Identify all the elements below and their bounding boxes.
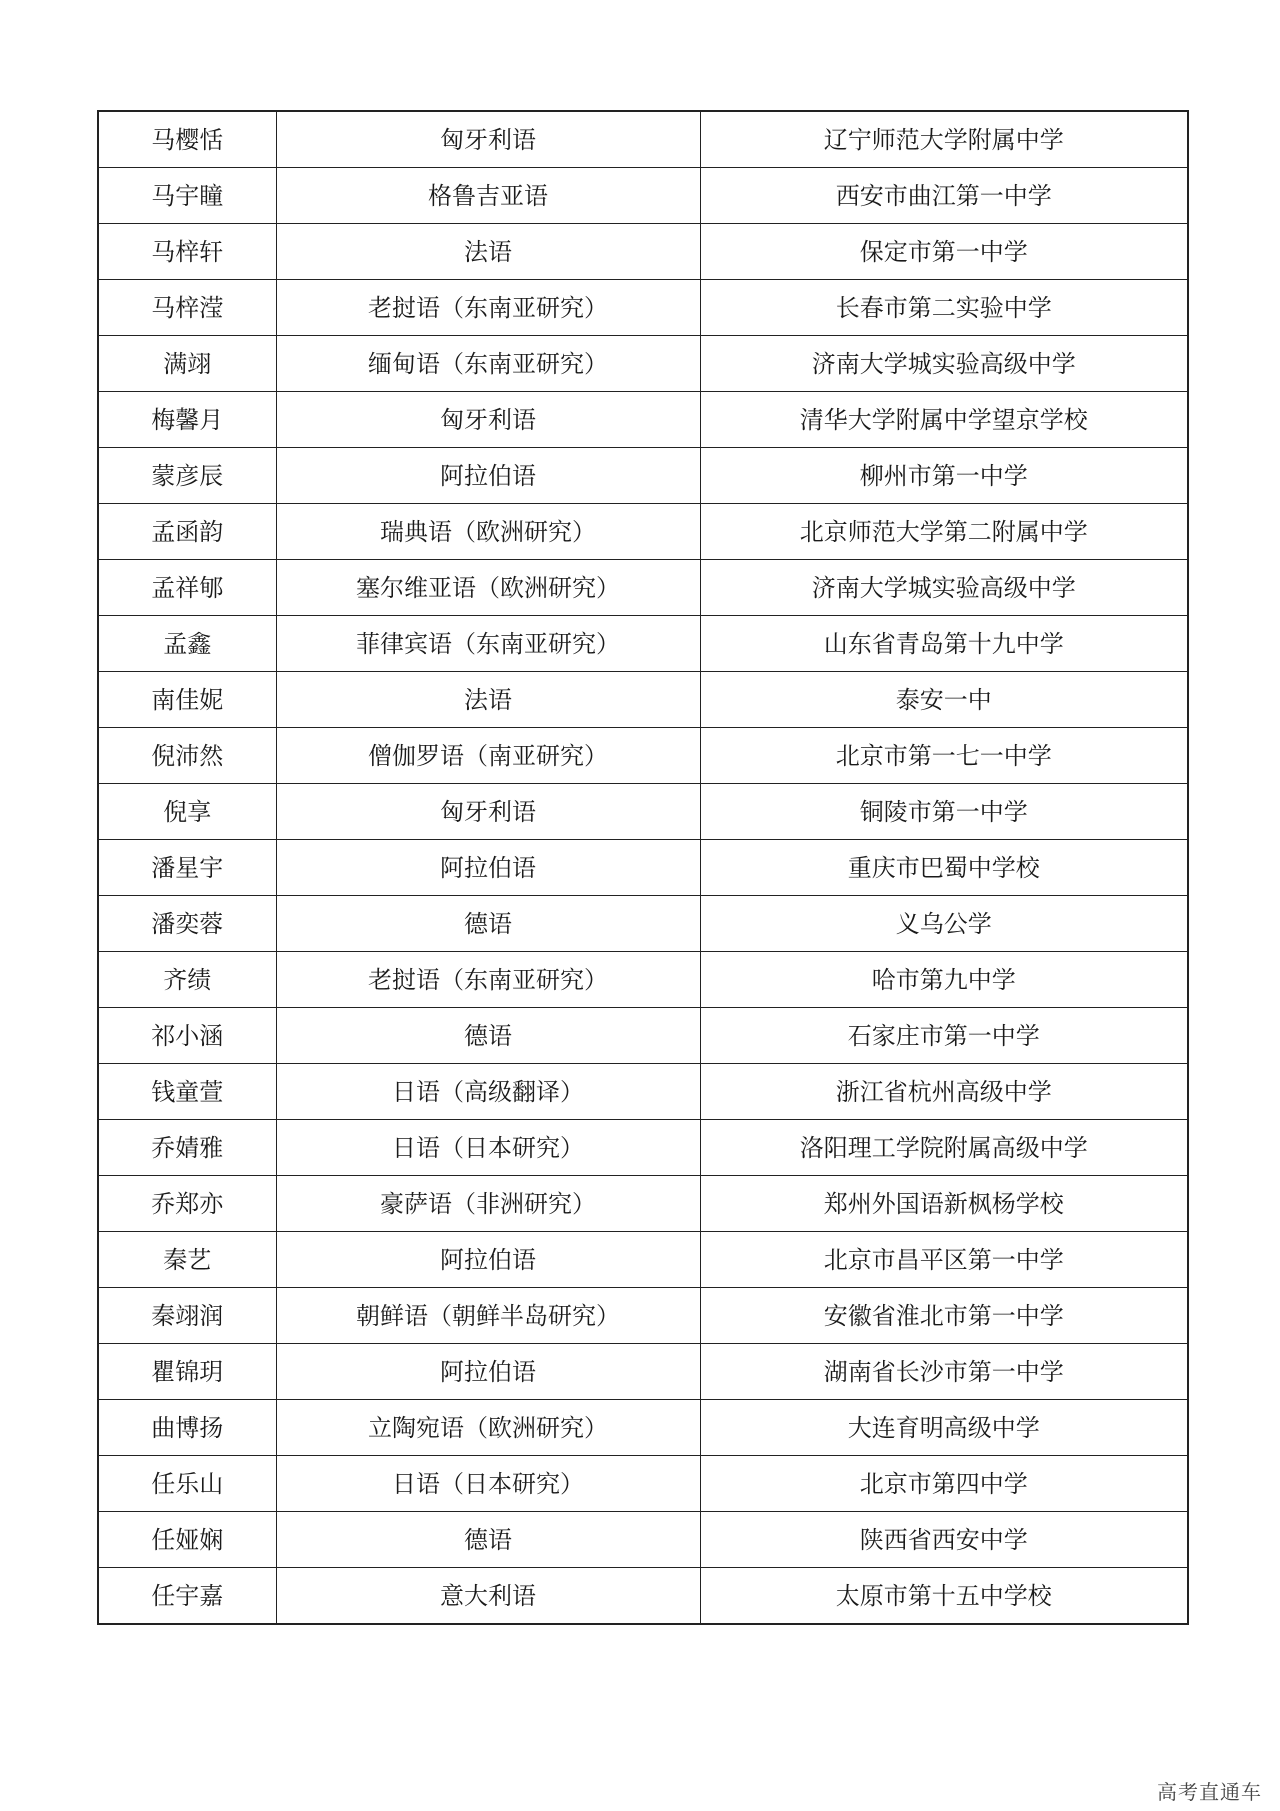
table-row [98, 784, 1188, 840]
table-row [98, 280, 1188, 336]
major-cell: 老挝语（东南亚研究） [276, 952, 700, 1008]
major-cell: 日语（日本研究） [276, 1120, 700, 1176]
table-row [98, 1344, 1188, 1400]
table-row [98, 1120, 1188, 1176]
student-name-cell: 马梓轩 [98, 224, 276, 280]
school-cell: 柳州市第一中学 [700, 448, 1188, 504]
school-cell: 大连育明高级中学 [700, 1400, 1188, 1456]
student-name-cell: 乔郑亦 [98, 1176, 276, 1232]
student-name-cell: 马宇瞳 [98, 168, 276, 224]
school-cell: 北京市昌平区第一中学 [700, 1232, 1188, 1288]
major-cell: 阿拉伯语 [276, 448, 700, 504]
major-cell: 朝鲜语（朝鲜半岛研究） [276, 1288, 700, 1344]
major-cell: 法语 [276, 672, 700, 728]
table-row [98, 1288, 1188, 1344]
school-cell: 重庆市巴蜀中学校 [700, 840, 1188, 896]
table-row [98, 1568, 1188, 1625]
student-name-cell: 秦艺 [98, 1232, 276, 1288]
table-row [98, 392, 1188, 448]
admission-roster-table [97, 110, 1189, 1625]
student-name-cell: 梅馨月 [98, 392, 276, 448]
school-cell: 北京市第一七一中学 [700, 728, 1188, 784]
school-cell: 北京师范大学第二附属中学 [700, 504, 1188, 560]
major-cell: 阿拉伯语 [276, 1344, 700, 1400]
student-name-cell: 潘奕蓉 [98, 896, 276, 952]
major-cell: 豪萨语（非洲研究） [276, 1176, 700, 1232]
student-name-cell: 南佳妮 [98, 672, 276, 728]
major-cell: 老挝语（东南亚研究） [276, 280, 700, 336]
school-cell: 铜陵市第一中学 [700, 784, 1188, 840]
table-row [98, 1400, 1188, 1456]
school-cell: 陕西省西安中学 [700, 1512, 1188, 1568]
table-row [98, 224, 1188, 280]
student-name-cell: 任宇嘉 [98, 1568, 276, 1625]
school-cell: 洛阳理工学院附属高级中学 [700, 1120, 1188, 1176]
table-row [98, 840, 1188, 896]
student-name-cell: 齐绩 [98, 952, 276, 1008]
major-cell: 立陶宛语（欧洲研究） [276, 1400, 700, 1456]
student-name-cell: 马梓滢 [98, 280, 276, 336]
major-cell: 匈牙利语 [276, 784, 700, 840]
major-cell: 匈牙利语 [276, 392, 700, 448]
school-cell: 济南大学城实验高级中学 [700, 560, 1188, 616]
school-cell: 郑州外国语新枫杨学校 [700, 1176, 1188, 1232]
major-cell: 德语 [276, 1008, 700, 1064]
major-cell: 匈牙利语 [276, 111, 700, 168]
school-cell: 济南大学城实验高级中学 [700, 336, 1188, 392]
roster-body [98, 111, 1188, 1624]
school-cell: 湖南省长沙市第一中学 [700, 1344, 1188, 1400]
major-cell: 意大利语 [276, 1568, 700, 1625]
major-cell: 菲律宾语（东南亚研究） [276, 616, 700, 672]
student-name-cell: 蒙彦辰 [98, 448, 276, 504]
table-row [98, 1176, 1188, 1232]
student-name-cell: 秦翊润 [98, 1288, 276, 1344]
table-row [98, 672, 1188, 728]
table-row [98, 336, 1188, 392]
major-cell: 格鲁吉亚语 [276, 168, 700, 224]
school-cell: 北京市第四中学 [700, 1456, 1188, 1512]
school-cell: 安徽省淮北市第一中学 [700, 1288, 1188, 1344]
table-row [98, 504, 1188, 560]
school-cell: 西安市曲江第一中学 [700, 168, 1188, 224]
school-cell: 清华大学附属中学望京学校 [700, 392, 1188, 448]
table-row [98, 448, 1188, 504]
school-cell: 石家庄市第一中学 [700, 1008, 1188, 1064]
major-cell: 僧伽罗语（南亚研究） [276, 728, 700, 784]
student-name-cell: 倪享 [98, 784, 276, 840]
table-row [98, 1512, 1188, 1568]
watermark-text: 高考直通车 [1157, 1780, 1262, 1804]
school-cell: 哈市第九中学 [700, 952, 1188, 1008]
school-cell: 辽宁师范大学附属中学 [700, 111, 1188, 168]
table-row [98, 952, 1188, 1008]
table-row [98, 1008, 1188, 1064]
school-cell: 保定市第一中学 [700, 224, 1188, 280]
student-name-cell: 任娅娴 [98, 1512, 276, 1568]
student-name-cell: 倪沛然 [98, 728, 276, 784]
table-row [98, 728, 1188, 784]
major-cell: 德语 [276, 1512, 700, 1568]
student-name-cell: 任乐山 [98, 1456, 276, 1512]
major-cell: 法语 [276, 224, 700, 280]
major-cell: 阿拉伯语 [276, 840, 700, 896]
major-cell: 缅甸语（东南亚研究） [276, 336, 700, 392]
table-row [98, 896, 1188, 952]
major-cell: 瑞典语（欧洲研究） [276, 504, 700, 560]
table-row [98, 1232, 1188, 1288]
student-name-cell: 瞿锦玥 [98, 1344, 276, 1400]
student-name-cell: 祁小涵 [98, 1008, 276, 1064]
school-cell: 山东省青岛第十九中学 [700, 616, 1188, 672]
school-cell: 浙江省杭州高级中学 [700, 1064, 1188, 1120]
school-cell: 长春市第二实验中学 [700, 280, 1188, 336]
major-cell: 阿拉伯语 [276, 1232, 700, 1288]
school-cell: 泰安一中 [700, 672, 1188, 728]
major-cell: 塞尔维亚语（欧洲研究） [276, 560, 700, 616]
student-name-cell: 孟函韵 [98, 504, 276, 560]
table-row [98, 1456, 1188, 1512]
student-name-cell: 曲博扬 [98, 1400, 276, 1456]
table-row [98, 616, 1188, 672]
student-name-cell: 潘星宇 [98, 840, 276, 896]
major-cell: 日语（高级翻译） [276, 1064, 700, 1120]
student-name-cell: 马樱恬 [98, 111, 276, 168]
school-cell: 太原市第十五中学校 [700, 1568, 1188, 1625]
school-cell: 义乌公学 [700, 896, 1188, 952]
student-name-cell: 孟祥郇 [98, 560, 276, 616]
major-cell: 德语 [276, 896, 700, 952]
table-row [98, 1064, 1188, 1120]
major-cell: 日语（日本研究） [276, 1456, 700, 1512]
table-row [98, 168, 1188, 224]
student-name-cell: 孟鑫 [98, 616, 276, 672]
student-name-cell: 乔婧雅 [98, 1120, 276, 1176]
student-name-cell: 满翊 [98, 336, 276, 392]
table-row [98, 560, 1188, 616]
student-name-cell: 钱童萱 [98, 1064, 276, 1120]
table-row [98, 111, 1188, 168]
